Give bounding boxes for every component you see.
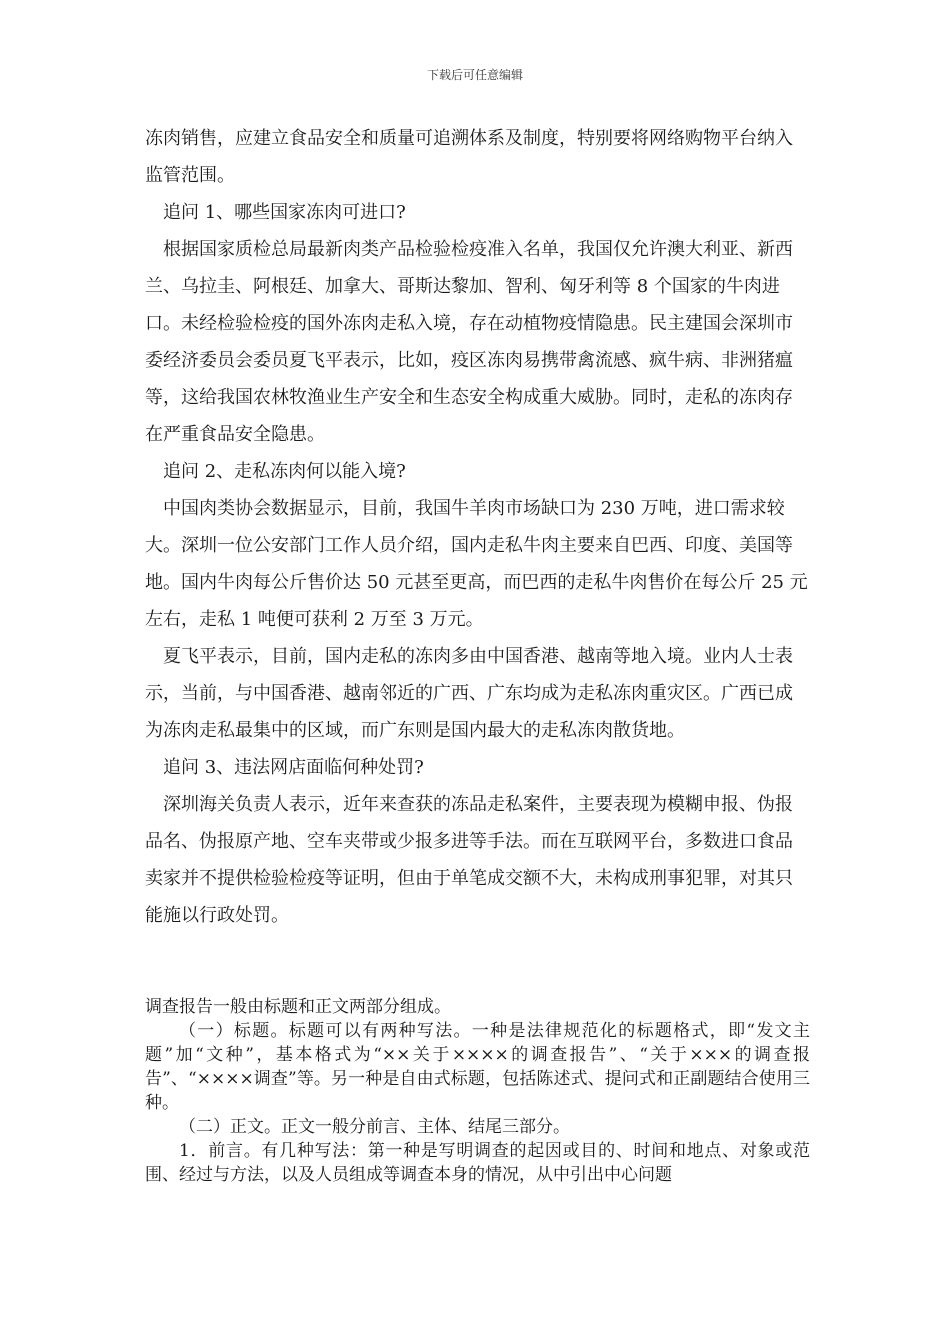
question-heading-3: 追问 3、违法网店面临何种处罚? [163,757,424,778]
guide-intro: 调查报告一般由标题和正文两部分组成。 [145,997,451,1017]
news-section [145,120,810,934]
guide-title-section: （一）标题。标题可以有两种写法。一种是法律规范化的标题格式，即“发文主题”加“文种”，基本格式为“××关于××××的调查报告”、“关于×××的调查报告”、“××××调查”等。另一种是自由式标题，包括陈述式、提问式和正副题结合使用三种。 [145,1021,810,1113]
paragraph: 冻肉销售，应建立食品安全和质量可追溯体系及制度，特别要将网络购物平台纳入监管范围。 [145,128,793,186]
page-header: 下载后可任意编辑 [426,68,523,82]
paragraph: 中国肉类协会数据显示，目前，我国牛羊肉市场缺口为 230 万吨，进口需求较大。深圳一位公安部门工作人员介绍，国内走私牛肉主要来自巴西、印度、美国等地。国内牛肉每公斤售价达 50 元甚至更高，而巴西的走私牛肉售价在每公斤 25 元左右，走私 1 吨便可获利 2 万至 3 万元。 [145,498,808,630]
guide-preface: 1．前言。有几种写法：第一种是写明调查的起因或目的、时间和地点、对象或范围、经过与方法，以及人员组成等调查本身的情况，从中引出中心问题 [145,1141,810,1185]
paragraph: 夏飞平表示，目前，国内走私的冻肉多由中国香港、越南等地入境。业内人士表示，当前，与中国香港、越南邻近的广西、广东均成为走私冻肉重灾区。广西已成为冻肉走私最集中的区域，而广东则是国内最大的走私冻肉散货地。 [145,646,793,741]
report-guide-section [145,995,810,1187]
guide-body-section: （二）正文。正文一般分前言、主体、结尾三部分。 [179,1117,570,1137]
paragraph: 深圳海关负责人表示，近年来查获的冻品走私案件，主要表现为模糊申报、伪报品名、伪报原产地、空车夹带或少报多进等手法。而在互联网平台，多数进口食品卖家并不提供检验检疫等证明，但由于单笔成交额不大，未构成刑事犯罪，对其只能施以行政处罚。 [145,794,793,926]
question-heading-2: 追问 2、走私冻肉何以能入境? [163,461,406,482]
question-heading-1: 追问 1、哪些国家冻肉可进口? [163,202,406,223]
paragraph: 根据国家质检总局最新肉类产品检验检疫准入名单，我国仅允许澳大利亚、新西兰、乌拉圭、阿根廷、加拿大、哥斯达黎加、智利、匈牙利等 8 个国家的牛肉进口。未经检验检疫的国外冻肉走私入境，存在动植物疫情隐患。民主建国会深圳市委经济委员会委员夏飞平表示，比如，疫区冻肉易携带禽流感、疯牛病、非洲猪瘟等，这给我国农林牧渔业生产安全和生态安全构成重大威胁。同时，走私的冻肉存在严重食品安全隐患。 [145,239,793,445]
